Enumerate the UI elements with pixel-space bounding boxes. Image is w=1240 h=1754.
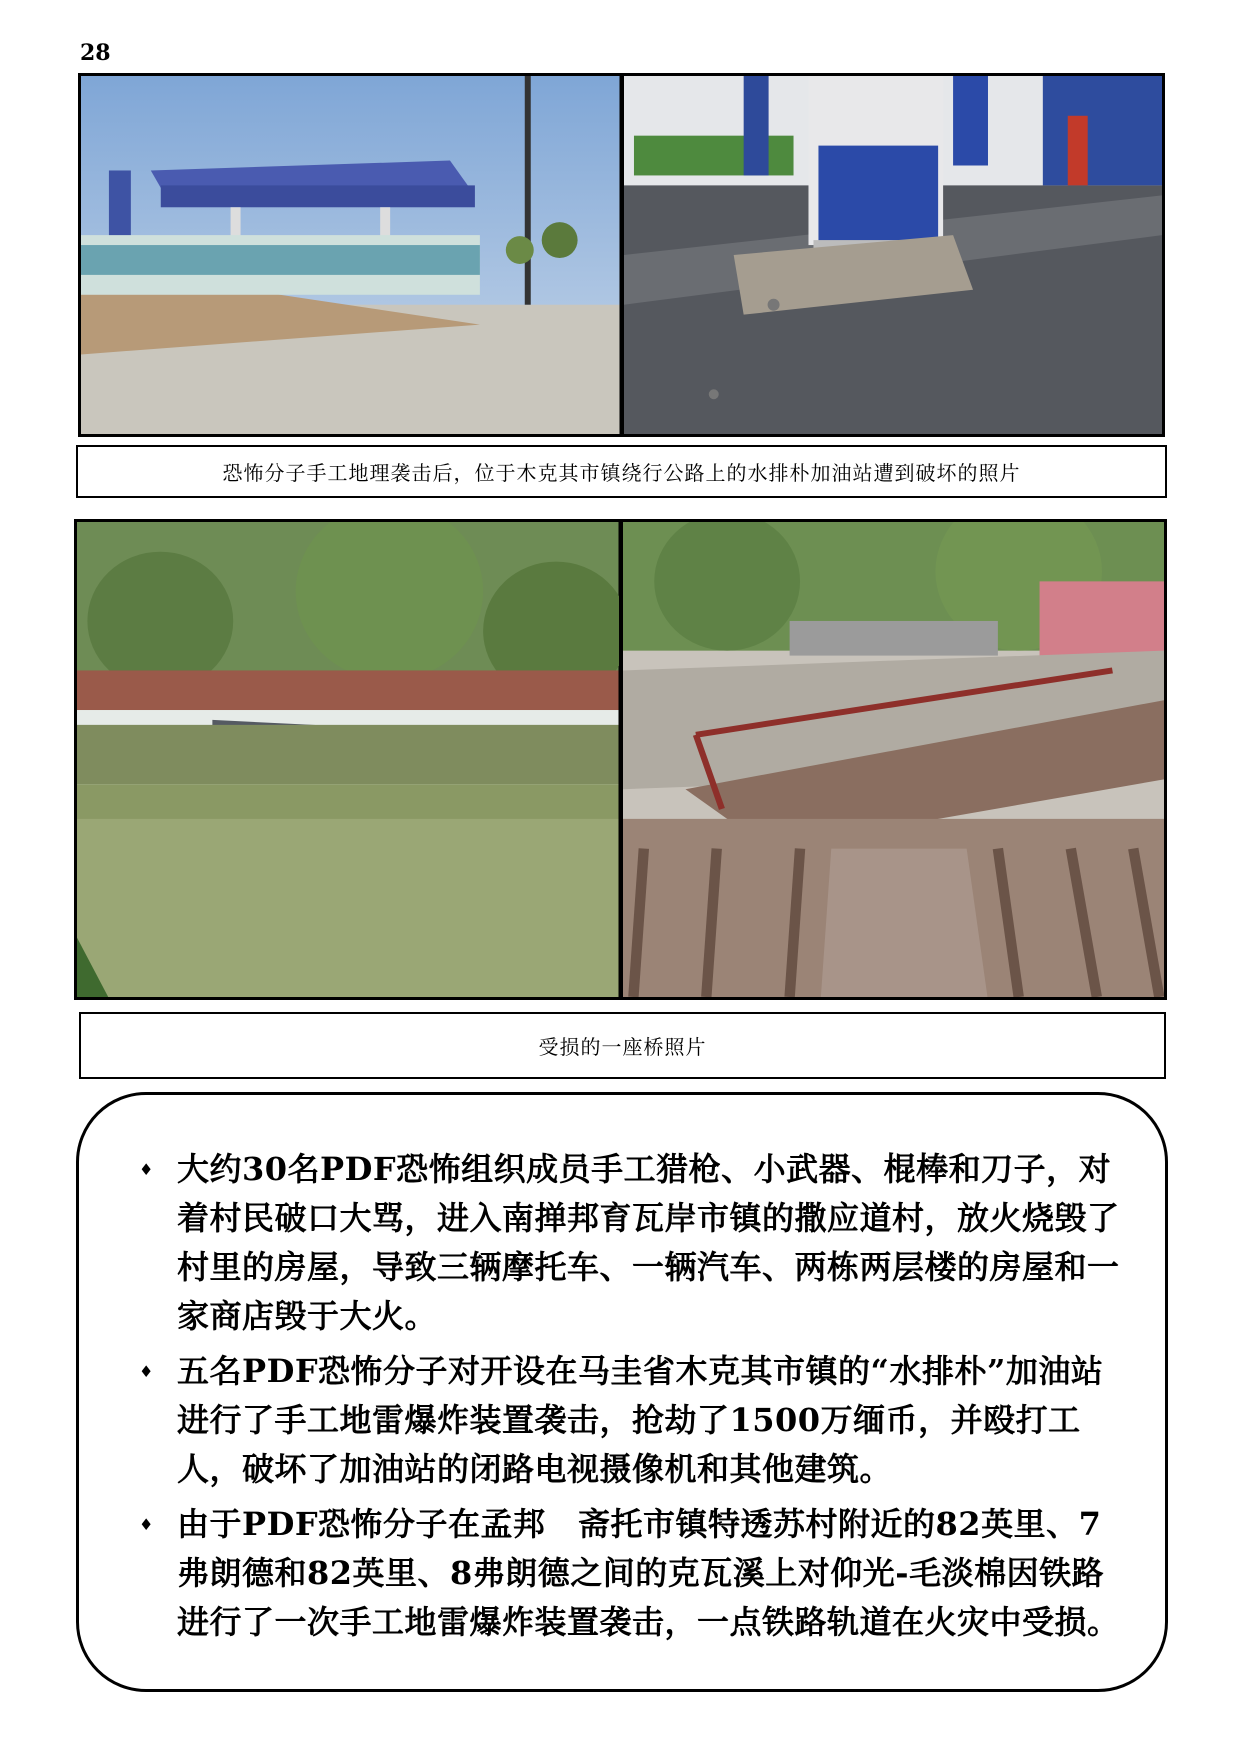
diamond-bullet-icon: ♦ <box>139 1362 154 1381</box>
bridge-photos <box>74 519 1167 1000</box>
diamond-bullet-icon: ♦ <box>139 1160 154 1179</box>
gas-station-exterior-photo <box>81 76 620 434</box>
bullet-item <box>139 1347 1125 1494</box>
damaged-bridge-deck-photo <box>623 522 1165 997</box>
bullet-text: 由于PDF恐怖分子在孟邦 斋托市镇特透苏村附近的82英里、7弗朗德和82英里、8弗朗德之间的克瓦溪上对仰光-毛淡棉因铁路进行了一次手工地雷爆炸装置袭击，一点铁路轨道在火灾中受损。 <box>177 1505 1120 1641</box>
gas-station-caption: 恐怖分子手工地理袭击后，位于木克其市镇绕行公路上的水排朴加油站遭到破坏的照片 <box>76 445 1167 498</box>
incident-summary-box <box>76 1092 1168 1692</box>
gas-station-photos <box>78 73 1165 437</box>
collapsed-bridge-river-photo <box>77 522 619 997</box>
bullet-text: 五名PDF恐怖分子对开设在马圭省木克其市镇的“水排朴”加油站进行了手工地雷爆炸装置袭击，抢劫了1500万缅币，并殴打工人，破坏了加油站的闭路电视摄像机和其他建筑。 <box>177 1352 1104 1488</box>
page-number: 28 <box>80 40 111 66</box>
damaged-fuel-pump-photo <box>624 76 1163 434</box>
bullet-item <box>139 1500 1125 1647</box>
bullet-text: 大约30名PDF恐怖组织成员手工猎枪、小武器、棍棒和刀子，对着村民破口大骂，进入南掸邦育瓦岸市镇的撒应道村，放火烧毁了村里的房屋，导致三辆摩托车、一辆汽车、两栋两层楼的房屋和一家商店毁于大火。 <box>177 1150 1120 1335</box>
bridge-caption: 受损的一座桥照片 <box>79 1012 1166 1079</box>
bullet-item <box>139 1145 1125 1341</box>
diamond-bullet-icon: ♦ <box>139 1515 154 1534</box>
